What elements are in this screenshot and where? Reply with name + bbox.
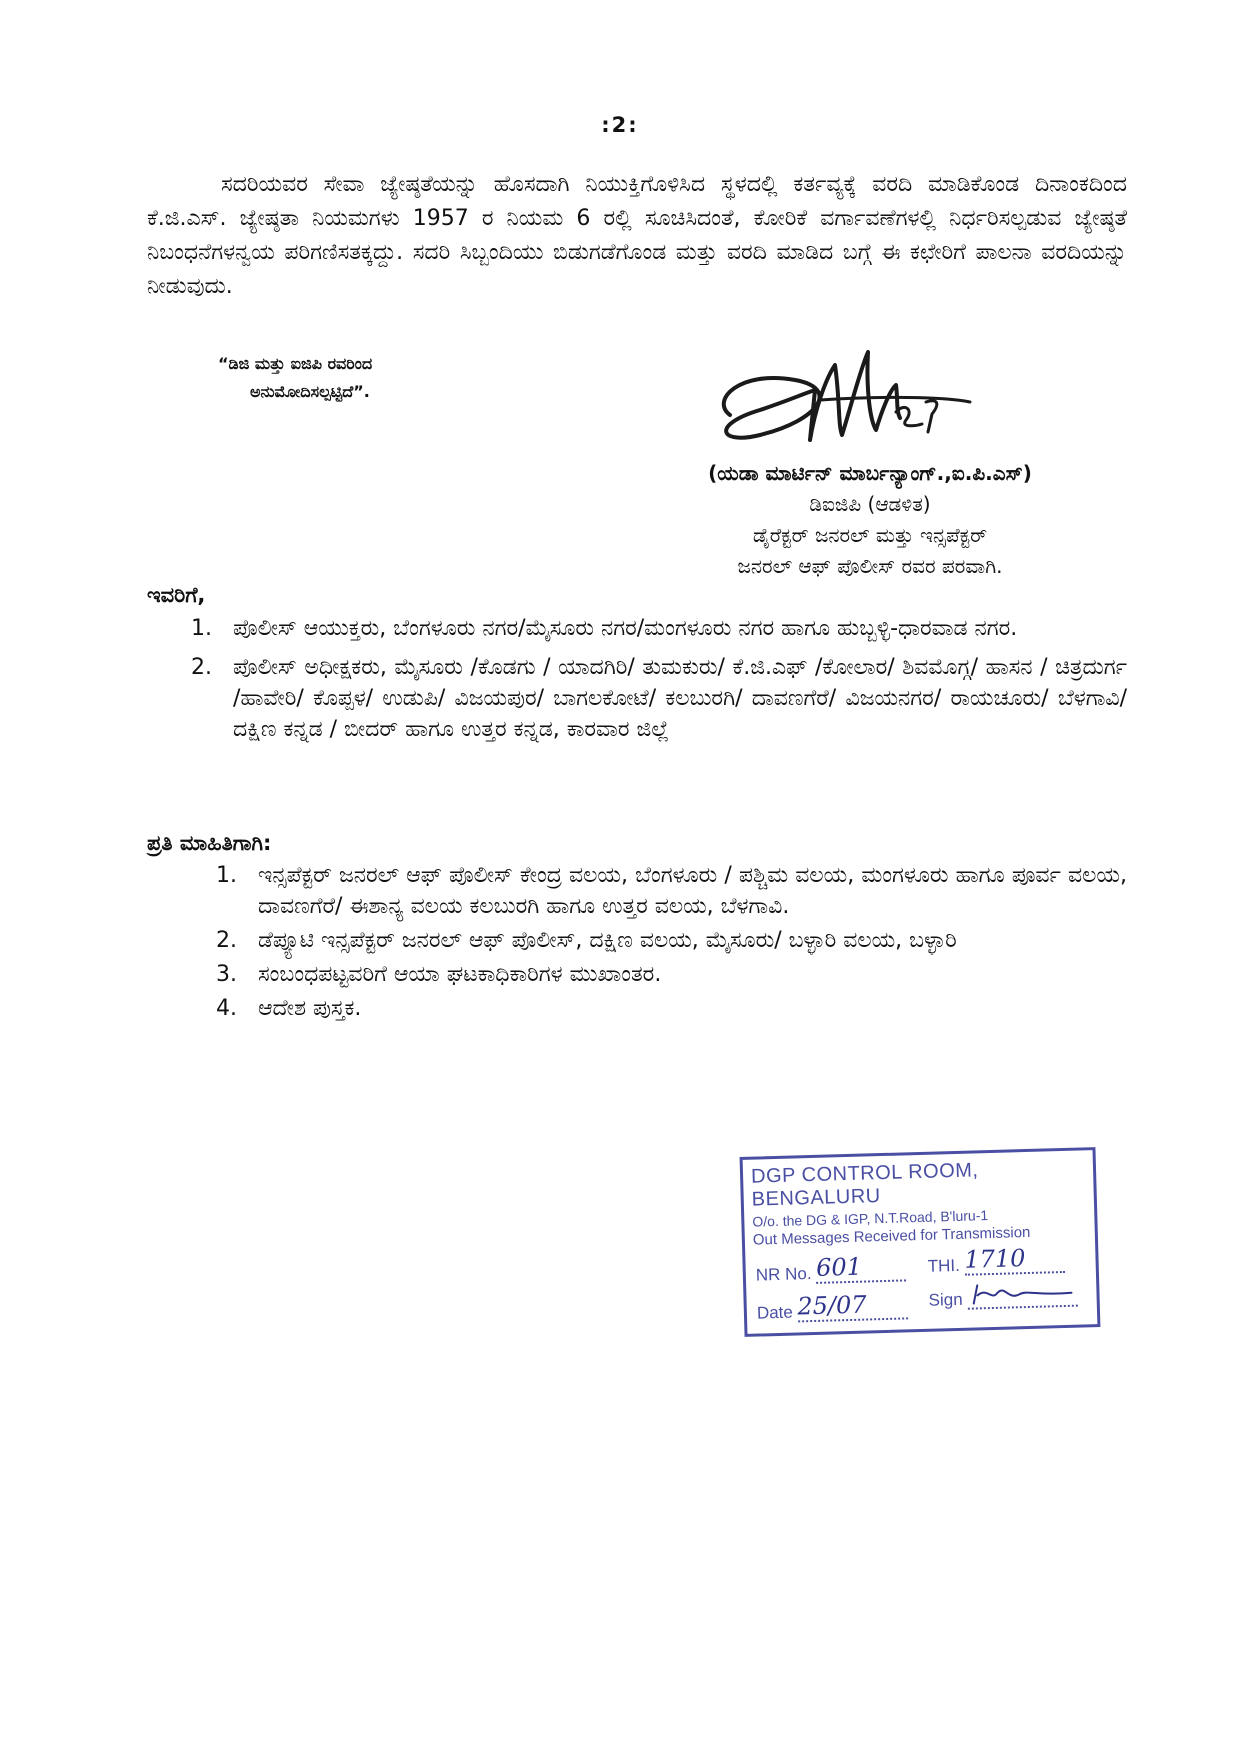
list-item (216, 925, 1127, 956)
approval-line-2: ಅನುಮೋದಿಸಲ್ಪಟ್ಟಿದೆ”. (250, 382, 370, 401)
stamp-date-row (756, 1289, 907, 1323)
stamp-thl-row (927, 1243, 1065, 1277)
copy-heading: ಪ್ರತಿ ಮಾಹಿತಿಗಾಗಿ: (147, 831, 272, 855)
list-item-text: ಸಂಬಂಧಪಟ್ಟವರಿಗೆ ಆಯಾ ಘಟಕಾಧಿಕಾರಿಗಳ ಮುಖಾಂತರ. (258, 962, 662, 987)
approval-note (218, 350, 478, 406)
list-item (216, 959, 1127, 990)
stamp-nr-value: 601 (815, 1252, 863, 1282)
stamp-line-3: Out Messages Received for Transmission (752, 1223, 1031, 1249)
list-item-number: 1. (191, 616, 212, 641)
list-item-text: ಡೆಪ್ಯೂಟಿ ಇನ್ಸಪೆಕ್ಟರ್ ಜನರಲ್ ಆಫ್ ಪೊಲೀಸ್, ದಕ್ಷಿಣ ವಲಯ, ಮೈಸೂರು/ ಬಳ್ಳಾರಿ ವಲಯ, ಬಳ್ಳಾರಿ (258, 928, 957, 953)
signatory-line-2: ಡೈರೆಕ್ಟರ್ ಜನರಲ್ ಮತ್ತು ಇನ್ಸಪೆಕ್ಟರ್ (752, 523, 988, 547)
list-item-number: 2. (191, 655, 212, 680)
stamp-line-2: O/o. the DG & IGP, N.T.Road, B'luru-1 (752, 1207, 989, 1230)
list-item-text: ಪೊಲೀಸ್ ಆಯುಕ್ತರು, ಬೆಂಗಳೂರು ನಗರ/ಮೈಸೂರು ನಗರ/ಮಂಗಳೂರು ನಗರ ಹಾಗೂ ಹುಬ್ಬಳ್ಳಿ-ಧಾರವಾಡ ನಗರ. (233, 616, 1018, 641)
list-item (216, 993, 1127, 1024)
stamp-nr-row (755, 1251, 906, 1285)
list-item-number: 2. (216, 928, 237, 953)
recipients-heading: ಇವರಿಗೆ, (147, 583, 206, 607)
signatory-block (600, 458, 1140, 582)
stamp-thl-label: THI. (927, 1255, 961, 1276)
list-item-text: ಪೊಲೀಸ್ ಅಧೀಕ್ಷಕರು, ಮೈಸೂರು /ಕೊಡಗು / ಯಾದಗಿರಿ/ ತುಮಕುರು/ ಕೆ.ಜಿ.ಎಫ್ /ಕೋಲಾರ/ ಶಿವಮೊಗ್ಗ/ ಹಾಸನ / ಚಿತ್ರದುರ್ಗ /ಹಾವೇರಿ/ ಕೊಪ್ಪಳ/ ಉಡುಪಿ/ ವಿಜಯಪುರ/ ಬಾಗಲಕೋಟೆ/ ಕಲಬುರಗಿ/ ದಾವಣಗೆರೆ/ ವಿಜಯನಗರ/ ರಾಯಚೂರು/ ಬೆಳಗಾವಿ/ ದಕ್ಷಿಣ ಕನ್ನಡ / ಬೀದರ್ ಹಾಗೂ ಉತ್ತರ ಕನ್ನಡ, ಕಾರವಾರ ಜಿಲ್ಲೆ (233, 655, 1127, 742)
list-item-text: ಇನ್ಸಪೆಕ್ಟರ್ ಜನರಲ್ ಆಫ್ ಪೊಲೀಸ್ ಕೇಂದ್ರ ವಲಯ, ಬೆಂಗಳೂರು / ಪಶ್ಚಿಮ ವಲಯ, ಮಂಗಳೂರು ಹಾಗೂ ಪೂರ್ವ ವಲಯ, ದಾವಣಗೆರೆ/ ಈಶಾನ್ಯ ವಲಯ ಕಲಬುರಗಿ ಹಾಗೂ ಉತ್ತರ ವಲಯ, ಬೆಳಗಾವಿ. (258, 863, 1127, 919)
stamp-sign-label: Sign (928, 1289, 963, 1310)
stamp-sign-scribble-icon (967, 1281, 1078, 1308)
stamp-date-value: 25/07 (797, 1290, 867, 1321)
recipients-list (191, 613, 1127, 753)
stamp-thl-value: 1710 (963, 1244, 1026, 1274)
stamp-nr-label: NR No. (755, 1264, 812, 1285)
list-item (191, 652, 1127, 745)
signature-icon (700, 340, 1000, 460)
signatory-designation: ಡಿಐಜಿಪಿ (ಆಡಳಿತ) (809, 492, 931, 516)
control-room-stamp (740, 1147, 1101, 1337)
approval-line-1: “ಡಿಜಿ ಮತ್ತು ಐಜಿಪಿ ರವರಿಂದ (218, 354, 373, 373)
list-item (191, 613, 1127, 644)
body-paragraph: ಸದರಿಯವರ ಸೇವಾ ಜ್ಯೇಷ್ಠತೆಯನ್ನು ಹೊಸದಾಗಿ ನಿಯುಕ್ತಿಗೊಳಿಸಿದ ಸ್ಥಳದಲ್ಲಿ ಕರ್ತವ್ಯಕ್ಕೆ ವರದಿ ಮಾಡಿಕೊಂಡ ದಿನಾಂಕದಿಂದ ಕೆ.ಜಿ.ಎಸ್. ಜ್ಯೇಷ್ಠತಾ ನಿಯಮಗಳು 1957 ರ ನಿಯಮ 6 ರಲ್ಲಿ ಸೂಚಿಸಿದಂತೆ, ಕೋರಿಕೆ ವರ್ಗಾವಣೆಗಳಲ್ಲಿ ನಿರ್ಧರಿಸಲ್ಪಡುವ ಜ್ಯೇಷ್ಠತೆ ನಿಬಂಧನೆಗಳನ್ವಯ ಪರಿಗಣಿಸತಕ್ಕದ್ದು. ಸದರಿ ಸಿಬ್ಬಂದಿಯು ಬಿಡುಗಡೆಗೊಂಡ ಮತ್ತು ವರದಿ ಮಾಡಿದ ಬಗ್ಗೆ ಈ ಕಛೇರಿಗೆ ಪಾಲನಾ ವರದಿಯನ್ನು ನೀಡುವುದು. (147, 172, 1127, 299)
list-item-number: 3. (216, 962, 237, 987)
stamp-sign-row (928, 1281, 1077, 1311)
page-number: :2: (601, 113, 639, 137)
stamp-line-1: DGP CONTROL ROOM, BENGALURU (750, 1159, 979, 1211)
list-item (216, 860, 1127, 922)
stamp-date-label: Date (756, 1302, 794, 1323)
list-item-number: 1. (216, 863, 237, 888)
copy-list (216, 860, 1127, 1027)
signatory-line-3: ಜನರಲ್ ಆಫ್ ಪೊಲೀಸ್ ರವರ ಪರವಾಗಿ. (737, 554, 1003, 578)
list-item-text: ಆದೇಶ ಪುಸ್ತಕ. (258, 996, 362, 1021)
signatory-name: (ಯಡಾ ಮಾರ್ಟಿನ್ ಮಾರ್ಬನ್ಯಾಂಗ್.,ಐ.ಪಿ.ಎಸ್) (708, 461, 1032, 485)
list-item-number: 4. (216, 996, 237, 1021)
